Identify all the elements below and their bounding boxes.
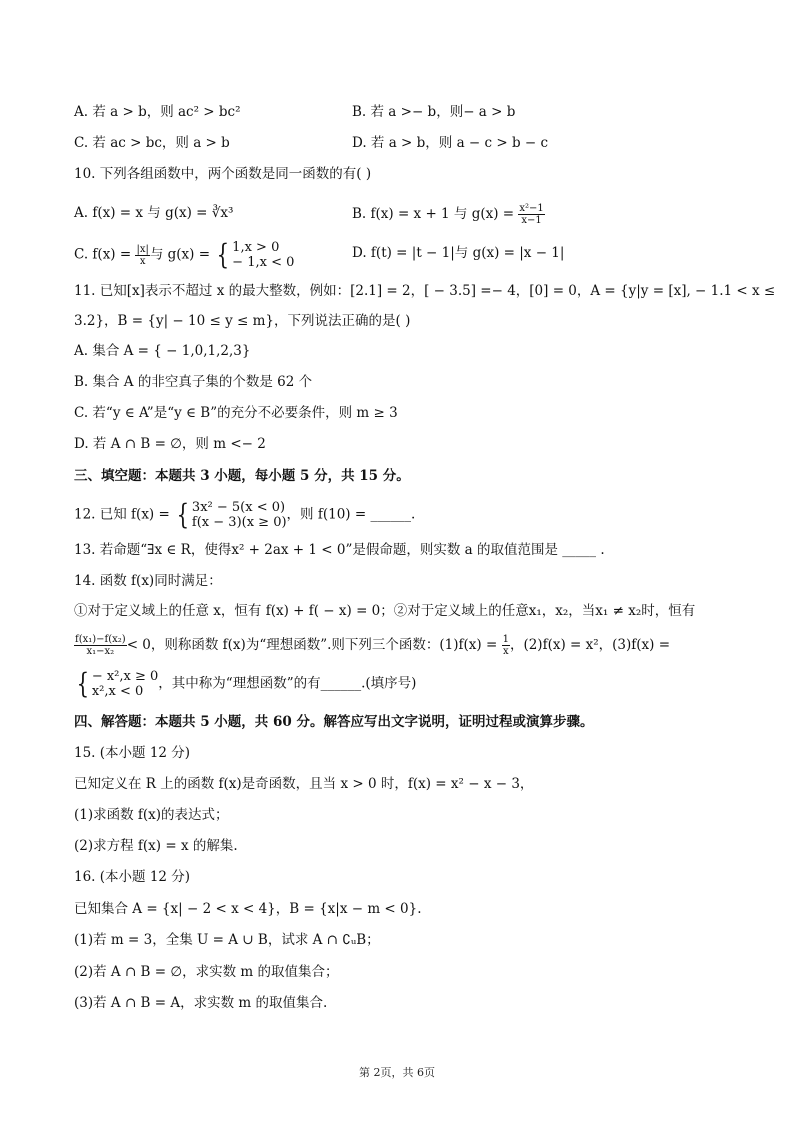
q10-option-a	[74, 203, 233, 223]
q14-line2	[74, 634, 670, 657]
q14-condition-fraction	[74, 634, 127, 657]
q14-line2-end: ，(2)f(x) = x²，(3)f(x) =	[509, 637, 671, 653]
q10-option-a-root: ∛x³	[211, 205, 234, 221]
q9-option-c: C. 若 ac > bc，则 a > b	[74, 135, 230, 151]
q10-option-c-cases	[232, 240, 294, 270]
fraction-numerator: 1	[502, 634, 509, 645]
fraction-denominator: x	[502, 646, 509, 657]
q14-line3-post: ，其中称为“理想函数”的有______.(填序号)	[158, 675, 417, 692]
q11-option-a: A. 集合 A = { − 1,0,1,2,3}	[74, 343, 251, 359]
q14-line3	[74, 669, 416, 699]
fraction-denominator: x₁−x₂	[86, 646, 115, 657]
q10-option-b	[352, 203, 545, 226]
q11-stem-line1: 11. 已知[x]表示不超过 x 的最大整数，例如：[2.1] = 2，[ − 3.5] =− 4，[0] = 0，A = {y|y = [x], − 1.1 < x ≤	[74, 283, 776, 299]
left-brace: {	[217, 238, 230, 271]
case-line-1: − x²,x ≥ 0	[91, 669, 159, 684]
q11-stem-line2: 3.2}，B = {y| − 10 ≤ y ≤ m}，下列说法正确的是( )	[74, 313, 411, 329]
fraction-numerator: |x|	[136, 243, 149, 255]
left-brace: {	[76, 667, 90, 700]
q10-option-a-text: A. f(x) = x 与 g(x) =	[74, 205, 212, 221]
q12-cases	[192, 500, 287, 530]
q16-part3: (3)若 A ∩ B = A，求实数 m 的取值集合.	[74, 995, 328, 1011]
q12	[74, 500, 415, 530]
case-line-1: 1,x > 0	[232, 240, 280, 255]
q10-option-d: D. f(t) = |t − 1|与 g(x) = |x − 1|	[352, 245, 565, 261]
q14-f1-fraction	[502, 634, 510, 657]
q10-option-b-fraction	[518, 203, 544, 226]
q12-text: 12. 已知 f(x) =	[74, 506, 175, 523]
section-4-heading: 四、解答题：本题共 5 小题，共 60 分。解答应写出文字说明，证明过程或演算步骤。	[74, 714, 594, 730]
q16-part2: (2)若 A ∩ B = ∅，求实数 m 的取值集合；	[74, 964, 339, 980]
q11-option-c: C. 若“y ∈ A”是“y ∈ B”的充分不必要条件，则 m ≥ 3	[74, 405, 398, 421]
q14-line2-mid: < 0，则称函数 f(x)为“理想函数”.则下列三个函数：(1)f(x) =	[126, 637, 502, 653]
q14-cases	[92, 669, 158, 699]
q11-option-b: B. 集合 A 的非空真子集的个数是 62 个	[74, 374, 313, 390]
q10-option-c	[74, 240, 294, 270]
q12-post: ，则 f(10) = ______.	[286, 506, 416, 523]
q10-option-b-text: B. f(x) = x + 1 与 g(x) =	[352, 206, 519, 222]
q13: 13. 若命题“∃x ∈ R，使得x² + 2ax + 1 < 0”是假命题，则实数 a 的取值范围是 _____ .	[74, 542, 605, 558]
q15-part2: (2)求方程 f(x) = x 的解集.	[74, 838, 238, 854]
case-line-1: 3x² − 5(x < 0)	[191, 500, 286, 515]
page-footer: 第 2页，共 6页	[359, 1066, 435, 1079]
q9-option-b: B. 若 a >− b，则− a > b	[352, 104, 516, 120]
q15-stem: 已知定义在 R 上的函数 f(x)是奇函数，且当 x > 0 时，f(x) = x² − x − 3，	[74, 776, 534, 792]
q14-line1: ①对于定义域上的任意 x，恒有 f(x) + f( − x) = 0；②对于定义域上的任意x₁，x₂，当x₁ ≠ x₂时，恒有	[74, 603, 696, 619]
fraction-denominator: x	[139, 255, 146, 267]
q15-part1: (1)求函数 f(x)的表达式；	[74, 807, 229, 823]
fraction-numerator: f(x₁)−f(x₂)	[75, 634, 126, 645]
q14-stem: 14. 函数 f(x)同时满足：	[74, 573, 222, 589]
q9-option-d: D. 若 a > b，则 a − c > b − c	[352, 135, 549, 151]
fraction-numerator: x²−1	[519, 203, 544, 214]
section-3-heading: 三、填空题：本题共 3 小题，每小题 5 分，共 15 分。	[74, 468, 410, 484]
q16-stem: 已知集合 A = {x| − 2 < x < 4}，B = {x|x − m < 0}.	[74, 901, 422, 917]
q10-option-c-mid: 与 g(x) =	[149, 246, 215, 263]
q10-option-c-text: C. f(x) =	[74, 246, 136, 263]
q16-part1: (1)若 m = 3，全集 U = A ∪ B，试求 A ∩ ∁ᵤB；	[74, 932, 380, 948]
left-brace: {	[176, 498, 190, 531]
q9-option-a: A. 若 a > b，则 ac² > bc²	[74, 104, 241, 120]
q16-heading: 16. (本小题 12 分)	[74, 869, 191, 885]
q10-stem: 10. 下列各组函数中，两个函数是同一函数的有( )	[74, 166, 372, 182]
fraction-denominator: x−1	[521, 215, 542, 226]
case-line-2: x²,x < 0	[91, 684, 144, 699]
case-line-2: f(x − 3)(x ≥ 0)	[191, 515, 287, 530]
q15-heading: 15. (本小题 12 分)	[74, 745, 191, 761]
q11-option-d: D. 若 A ∩ B = ∅，则 m <− 2	[74, 436, 266, 452]
q10-option-c-fraction	[135, 244, 149, 267]
case-line-2: − 1,x < 0	[232, 255, 295, 270]
